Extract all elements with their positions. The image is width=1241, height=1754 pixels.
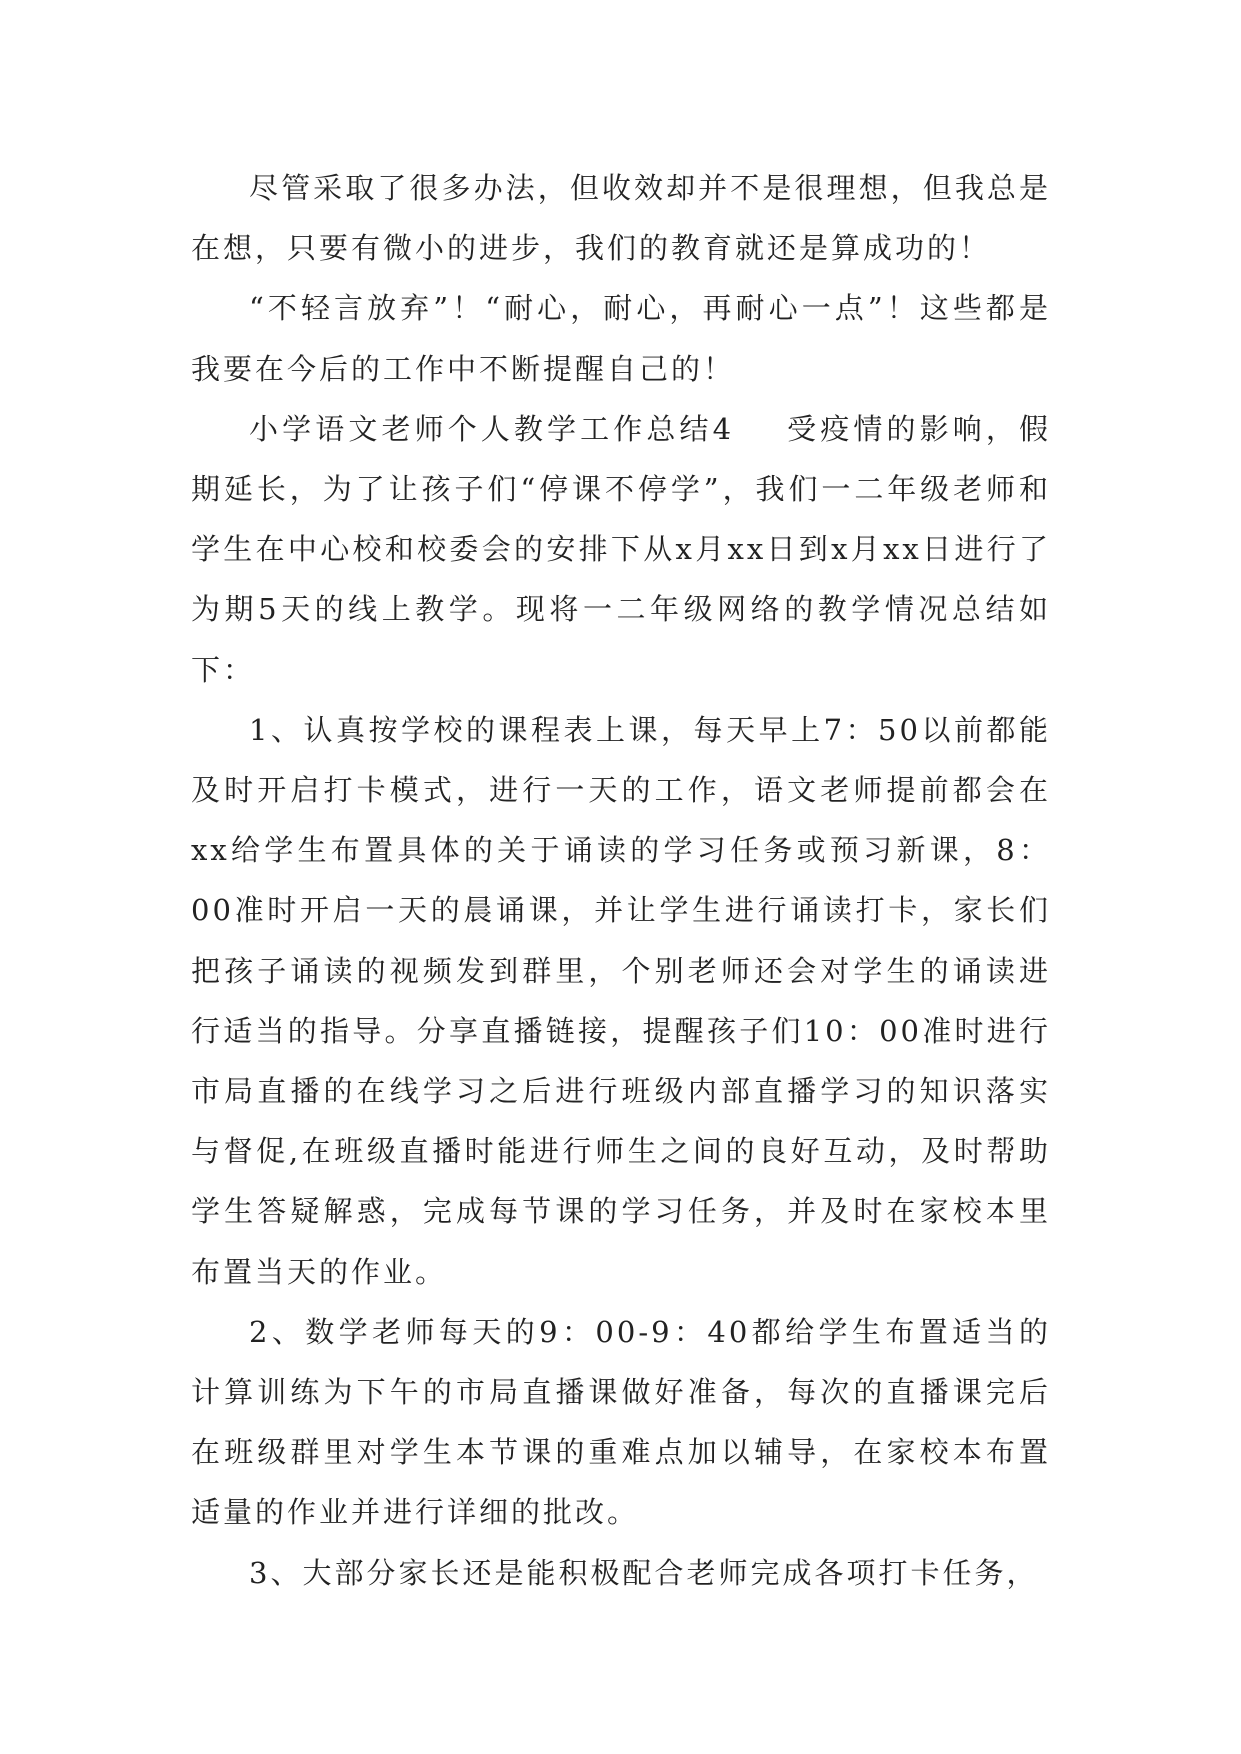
paragraph-summary-intro [191,399,1051,700]
paragraph-item-2: 2、数学老师每天的9：00-9：40都给学生布置适当的计算训练为下午的市局直播课做好准备，每次的直播课完后在班级群里对学生本节课的重难点加以辅导，在家校本布置适量的作业并进行详细的批改。 [191,1314,1051,1530]
paragraph-item-3: 3、大部分家长还是能积极配合老师完成各项打卡任务， [249,1555,1039,1590]
section-heading: 小学语文老师个人教学工作总结4 [249,411,735,446]
document-body [191,158,1051,1603]
paragraph-item-1: 1、认真按学校的课程表上课，每天早上7：50以前都能及时开启打卡模式，进行一天的工作，语文老师提前都会在xx给学生布置具体的关于诵读的学习任务或预习新课，8：00准时开启一天的晨诵课，并让学生进行诵读打卡，家长们把孩子诵读的视频发到群里，个别老师还会对学生的诵读进行适当的指导。分享直播链接，提醒孩子们10：00准时进行市局直播的在线学习之后进行班级内部直播学习的知识落实与督促,在班级直播时能进行师生之间的良好互动，及时帮助学生答疑解惑，完成每节课的学习任务，并及时在家校本里布置当天的作业。 [191,712,1051,1289]
intro-text: 受疫情的影响，假期延长，为了让孩子们“停课不停学”，我们一二年级老师和学生在中心校和校委会的安排下从x月xx日到x月xx日进行了为期5天的线上教学。现将一二年级网络的教学情况总结如下： [191,411,1051,687]
paragraph-patience: “不轻言放弃”！“耐心，耐心，再耐心一点”！这些都是我要在今后的工作中不断提醒自己的！ [191,291,1051,386]
paragraph-perseverance: 尽管采取了很多办法，但收效却并不是很理想，但我总是在想，只要有微小的进步，我们的教育就还是算成功的！ [191,171,1051,266]
